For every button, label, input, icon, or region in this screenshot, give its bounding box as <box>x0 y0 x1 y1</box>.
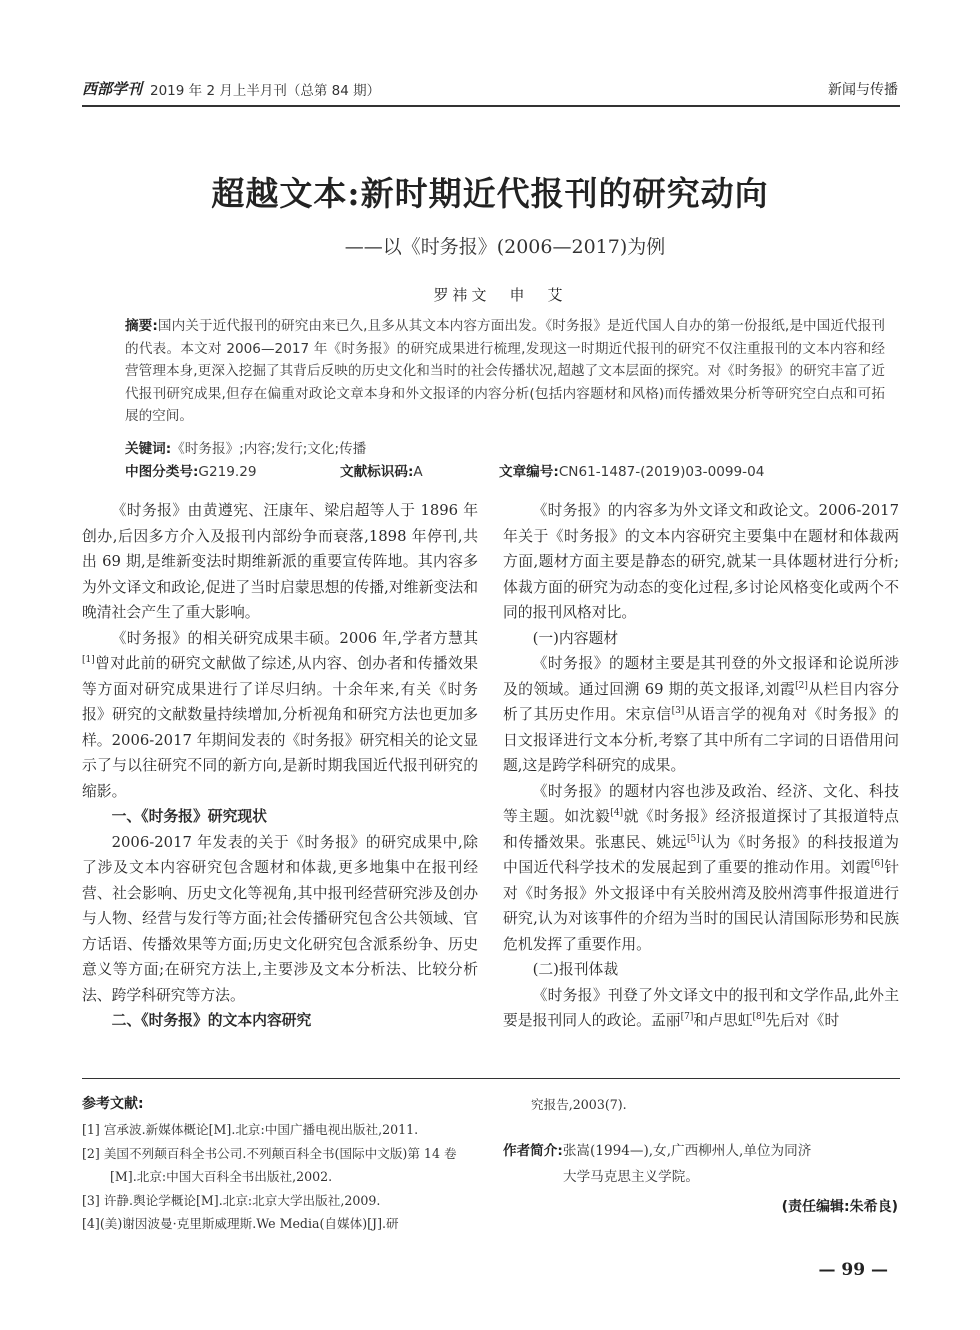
text-run: 《时务报》的题材主要是其刊登的外文报译和论说所涉及的领域。通过回溯 69 期的英文报译,刘霞 <box>503 655 899 698</box>
body-paragraph <box>503 651 899 779</box>
running-header <box>82 78 900 104</box>
article-subtitle: ——以《时务报》(2006—2017)为例 <box>344 236 666 258</box>
body-right-column <box>503 498 899 1034</box>
text-run: 从语言学的视角对《时务报》的日文报译进行文本分析,考察了其中所有二字词的日语借用问题,这是跨学科研究的成果。 <box>503 706 899 774</box>
text-run: 曾对此前的研究文献做了综述,从内容、创办者和传播效果等方面对研究成果进行了详尽归纳。十余年来,有关《时务报》研究的文献数量持续增加,分析视角和研究方法也更加多样。2006-2017 年期间发表的《时务报》研究相关的论文显示了与以往研究不同的新方向,是新时期我国近代报刊研究的缩影。 <box>82 655 478 800</box>
body-paragraph: 《时务报》的内容多为外文译文和政论文。2006-2017 年关于《时务报》的文本内容研究主要集中在题材和体裁两方面,题材方面主要是静态的研究,就某一具体题材进行分析;体裁方面的研究为动态的变化过程,多讨论风格变化或两个不同的报刊风格对比。 <box>503 502 899 621</box>
body-paragraph: 2006-2017 年发表的关于《时务报》的研究成果中,除了涉及文本内容研究包含题材和体裁,更多地集中在报刊经营、社会影响、历史文化等视角,其中报刊经营研究涉及创办与人物、经营与发行等方面;社会传播研究包含公共领域、官方话语、传播效果等方面;历史文化研究包含派系纷争、历史意义等方面;在研究方法上,主要涉及文本分析法、比较分析法、跨学科研究等方法。 <box>82 833 478 1004</box>
column-name: 新闻与传播 <box>828 82 898 98</box>
citation[interactable]: [6] <box>870 859 884 870</box>
body-left-column <box>82 498 478 1034</box>
doc-label: 文献标识码: <box>340 464 414 480</box>
article-number-value: CN61-1487-(2019)03-0099-04 <box>558 464 765 480</box>
doc-value: A <box>413 464 423 480</box>
abstract-text: 国内关于近代报刊的研究由来已久,且多从其文本内容方面出发。《时务报》是近代国人自办的第一份报纸,是中国近代报刊的代表。本文对 2006—2017 年《时务报》的研究成果进行梳理,发现这一时期近代报刊的研究不仅注重报刊的文本内容和经营管理本身,更深入挖掘了其背后反映的历史文化和当时的社会传播状况,超越了文本层面的探究。对《时务报》的研究丰富了近代报刊研究成果,但存在偏重对政论文章本身和外文报译的内容分析(包括内容题材和风格)而传播效果分析等研究空白点和可拓展的空间。 <box>125 318 886 424</box>
citation[interactable]: [8] <box>752 1012 766 1023</box>
text-run: 从栏目内容分析了其历史作用。宋京信 <box>503 680 899 723</box>
text-run: 《时务报》刊登了外文译文中的报刊和文学作品,此外主要是报刊同人的政论。孟丽 <box>503 986 899 1029</box>
doc-code <box>340 460 423 480</box>
text-run: 和卢思虹 <box>693 1012 753 1029</box>
text-run: 《时务报》的相关研究成果丰硕。2006 年,学者方慧其 <box>111 629 478 647</box>
abstract-label: 摘要: <box>125 318 158 334</box>
footer-separator <box>82 1078 900 1079</box>
author-bio <box>503 1138 903 1190</box>
author-bio-line <box>503 1138 903 1164</box>
citation[interactable]: [4] <box>610 808 624 819</box>
text-run: 就《时务报》经济报道探讨了其报道特点和传播效果。张惠民、姚远 <box>503 808 899 851</box>
issue-info: 2019 年 2 月上半月刊（总第 84 期） <box>150 83 381 99</box>
reference-item: [3] 许静.舆论学概论[M].北京:北京大学出版社,2009. <box>82 1192 381 1208</box>
references-continued <box>503 1093 903 1190</box>
author-bio-label: 作者简介: <box>503 1143 563 1159</box>
citation[interactable]: [5] <box>686 833 700 844</box>
citation[interactable]: [7] <box>680 1012 694 1023</box>
body-paragraph: 《时务报》由黄遵宪、汪康年、梁启超等人于 1896 年创办,后因多方介入及报刊内部纷争而衰落,1898 年停刊,共出 69 期,是维新变法时期维新派的重要宣传阵地。其内容多为外文译文和政论,促进了当时启蒙思想的传播,对维新变法和晚清社会产生了重大影响。 <box>82 502 478 621</box>
text-run: 先后对《时 <box>765 1012 840 1029</box>
author-bio-line: 大学马克思主义学院。 <box>563 1169 699 1185</box>
body-paragraph <box>82 626 478 805</box>
body-paragraph <box>503 779 899 958</box>
subsection-heading: (一)内容题材 <box>532 629 619 647</box>
keywords <box>125 437 885 457</box>
journal-logo: 西部学刊 <box>82 80 143 98</box>
clc-code <box>125 460 257 480</box>
article-title: 超越文本:新时期近代报刊的研究动向 <box>211 174 769 213</box>
subsection-heading: (二)报刊体裁 <box>532 961 619 978</box>
text-run: 针对《时务报》外文报译中有关胶州湾及胶州湾事件报道进行研究,认为对该事件的介绍为当时的国民认清国际形势和民族危机发挥了重要作用。 <box>503 859 899 953</box>
section-heading: 二、《时务报》的文本内容研究 <box>111 1012 312 1029</box>
references-list <box>82 1118 477 1236</box>
reference-continuation: 究报告,2003(7). <box>531 1097 627 1112</box>
section-heading: 一、《时务报》研究现状 <box>111 808 267 825</box>
citation[interactable]: [2] <box>795 680 808 691</box>
body-paragraph <box>503 983 899 1034</box>
reference-item: [4](美)谢因波曼·克里斯威理斯.We Media(自媒体)[J].研 <box>82 1216 399 1231</box>
author-bio-text: 张嵩(1994—),女,广西柳州人,单位为同济 <box>562 1143 812 1159</box>
abstract <box>125 315 885 428</box>
article-number <box>499 460 764 480</box>
page-number: — 99 — <box>818 1260 888 1280</box>
clc-value: G219.29 <box>198 464 257 480</box>
keywords-label: 关键词: <box>125 441 172 457</box>
article-number-label: 文章编号: <box>499 464 559 480</box>
text-run: 认为《时务报》的科技报道为中国近代科学技术的发展起到了重要的推动作用。刘霞 <box>503 833 899 876</box>
article-authors: 罗祎文 申 艾 <box>433 286 567 304</box>
reference-item: [1] 宫承波.新媒体概论[M].北京:中国广播电视出版社,2011. <box>82 1122 419 1137</box>
header-rule <box>82 105 900 107</box>
text-run: 《时务报》的题材内容也涉及政治、经济、文化、科技等主题。如沈毅 <box>503 782 899 825</box>
reference-item: [2] 美国不列颠百科全书公司.不列颠百科全书(国际中文版)第 14 卷[M].北京:中国大百科全书出版社,2002. <box>82 1145 457 1184</box>
citation[interactable]: [3] <box>671 706 685 717</box>
keywords-text: 《时务报》;内容;发行;文化;传播 <box>171 441 367 457</box>
clc-label: 中图分类号: <box>125 464 199 480</box>
classification-codes <box>125 460 885 482</box>
editor-note: (责任编辑:朱希良) <box>781 1199 898 1215</box>
citation[interactable]: [1] <box>82 655 95 666</box>
references-title: 参考文献: <box>82 1096 144 1112</box>
